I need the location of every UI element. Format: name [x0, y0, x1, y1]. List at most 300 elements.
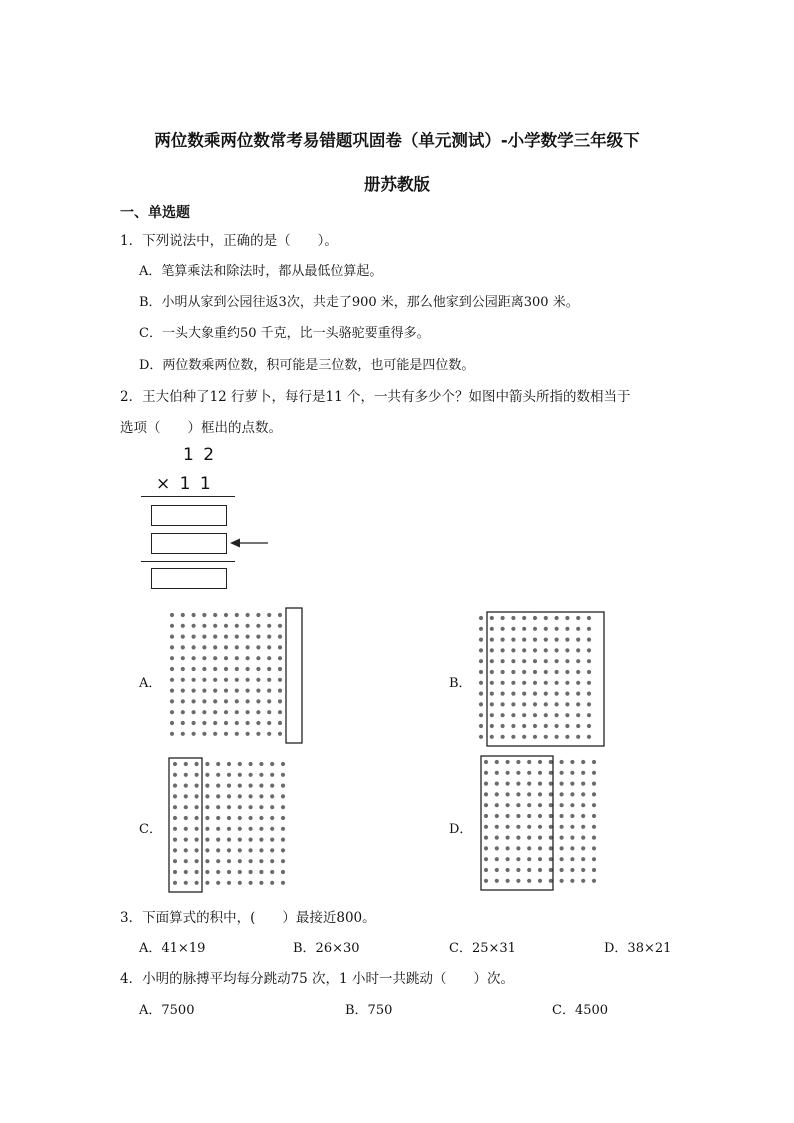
- grid-dot: [549, 760, 553, 764]
- grid-dot: [170, 667, 174, 671]
- grid-dot: [570, 782, 574, 786]
- grid-dot: [511, 648, 515, 652]
- grid-dot: [527, 836, 531, 840]
- grid-dot: [249, 784, 253, 788]
- calc-box-first-partial: [151, 505, 227, 526]
- grid-dot: [181, 721, 185, 725]
- grid-dot: [246, 710, 250, 714]
- grid-dot: [516, 803, 520, 807]
- grid-dot: [560, 846, 564, 850]
- grid-dot: [202, 678, 206, 682]
- grid-dot: [538, 825, 542, 829]
- grid-dot: [516, 868, 520, 872]
- grid-dot: [213, 635, 217, 639]
- grid-dot: [516, 814, 520, 818]
- grid-dot: [544, 692, 548, 696]
- grid-dot: [527, 792, 531, 796]
- grid-dot: [522, 659, 526, 663]
- grid-dot: [592, 760, 596, 764]
- grid-dot: [506, 846, 510, 850]
- grid-dot: [527, 760, 531, 764]
- grid-dot: [544, 713, 548, 717]
- grid-dot: [522, 627, 526, 631]
- grid-dot: [555, 648, 559, 652]
- grid-dot: [516, 857, 520, 861]
- grid-dot: [560, 868, 564, 872]
- grid-dot: [581, 868, 585, 872]
- grid-dot: [256, 613, 260, 617]
- grid-dot: [501, 616, 505, 620]
- grid-dot: [278, 721, 282, 725]
- grid-dot: [173, 859, 177, 863]
- grid-dot: [538, 803, 542, 807]
- grid-dot: [249, 848, 253, 852]
- grid-dot: [224, 656, 228, 660]
- grid-dot: [490, 638, 494, 642]
- grid-dot: [506, 792, 510, 796]
- grid-dot: [565, 659, 569, 663]
- grid-dot: [213, 732, 217, 736]
- grid-dot: [555, 670, 559, 674]
- grid-dot: [235, 721, 239, 725]
- grid-dot: [202, 732, 206, 736]
- grid-dot: [592, 825, 596, 829]
- grid-dot: [560, 836, 564, 840]
- grid-dot: [184, 816, 188, 820]
- grid-dot: [184, 848, 188, 852]
- grid-dot: [205, 859, 209, 863]
- grid-dot: [581, 846, 585, 850]
- grid-dot: [205, 881, 209, 885]
- grid-dot: [192, 645, 196, 649]
- grid-dot: [170, 689, 174, 693]
- grid-dot: [576, 702, 580, 706]
- question-2-stem-line1: 2．王大伯种了12 行萝卜，每行是11 个，一共有多少个？如图中箭头所指的数相当于: [120, 389, 631, 405]
- grid-dot: [495, 846, 499, 850]
- grid-dot: [544, 681, 548, 685]
- grid-dot: [224, 645, 228, 649]
- grid-dot: [181, 678, 185, 682]
- question-2-option-a-label[interactable]: A．: [139, 676, 162, 691]
- grid-dot: [592, 836, 596, 840]
- question-1-option-b[interactable]: B．小明从家到公园往返3次，共走了900 米，那么他家到公园距离300 米。: [139, 295, 579, 310]
- grid-dot: [192, 613, 196, 617]
- grid-dot: [501, 702, 505, 706]
- grid-dot: [522, 638, 526, 642]
- grid-dot: [565, 735, 569, 739]
- grid-dot: [570, 792, 574, 796]
- grid-dot: [267, 667, 271, 671]
- grid-dot: [238, 805, 242, 809]
- grid-dot: [170, 678, 174, 682]
- grid-dot: [192, 678, 196, 682]
- grid-dot: [235, 689, 239, 693]
- question-4-option-a[interactable]: A．7500: [139, 1003, 195, 1018]
- grid-dot: [565, 638, 569, 642]
- grid-dot: [549, 879, 553, 883]
- grid-dot: [170, 710, 174, 714]
- grid-dot: [195, 773, 199, 777]
- grid-dot: [544, 648, 548, 652]
- section-heading: 一、单选题: [120, 205, 190, 221]
- grid-dot: [587, 670, 591, 674]
- grid-dot: [235, 699, 239, 703]
- grid-dot: [511, 702, 515, 706]
- grid-dot: [278, 689, 282, 693]
- grid-dot: [205, 784, 209, 788]
- calc-box-second-partial: [151, 533, 227, 554]
- grid-dot: [484, 803, 488, 807]
- grid-dot: [555, 735, 559, 739]
- grid-dot: [270, 816, 274, 820]
- grid-dot: [259, 805, 263, 809]
- grid-dot: [216, 762, 220, 766]
- page-title-line2: 册苏教版: [364, 175, 430, 194]
- grid-dot: [506, 868, 510, 872]
- grid-dot: [549, 825, 553, 829]
- grid-dot: [238, 784, 242, 788]
- dot-grid-option-c[interactable]: [167, 756, 297, 896]
- grid-dot: [484, 868, 488, 872]
- grid-dot: [224, 699, 228, 703]
- grid-dot: [216, 794, 220, 798]
- grid-dot: [246, 635, 250, 639]
- grid-dot: [538, 814, 542, 818]
- grid-dot: [227, 784, 231, 788]
- grid-dot: [587, 735, 591, 739]
- grid-dot: [576, 648, 580, 652]
- question-2-option-d-label[interactable]: D．: [449, 822, 473, 837]
- grid-dot: [270, 881, 274, 885]
- grid-dot: [506, 857, 510, 861]
- grid-dot: [235, 645, 239, 649]
- grid-dot: [479, 735, 483, 739]
- grid-dot: [224, 667, 228, 671]
- grid-dot: [281, 870, 285, 874]
- selection-frame: [286, 608, 302, 743]
- grid-dot: [235, 667, 239, 671]
- grid-dot: [576, 670, 580, 674]
- grid-dot: [549, 782, 553, 786]
- grid-dot: [516, 782, 520, 786]
- grid-dot: [259, 848, 263, 852]
- grid-dot: [195, 859, 199, 863]
- grid-dot: [522, 713, 526, 717]
- grid-dot: [479, 681, 483, 685]
- grid-dot: [592, 803, 596, 807]
- grid-dot: [506, 760, 510, 764]
- grid-dot: [533, 670, 537, 674]
- grid-dot: [570, 857, 574, 861]
- grid-dot: [576, 616, 580, 620]
- grid-dot: [581, 792, 585, 796]
- grid-dot: [213, 667, 217, 671]
- grid-dot: [281, 784, 285, 788]
- grid-dot: [560, 760, 564, 764]
- arrow-left-icon: [230, 537, 270, 549]
- grid-dot: [490, 627, 494, 631]
- grid-dot: [549, 868, 553, 872]
- grid-dot: [576, 659, 580, 663]
- question-4-option-b[interactable]: B．750: [345, 1003, 393, 1018]
- grid-dot: [181, 732, 185, 736]
- grid-dot: [484, 857, 488, 861]
- grid-dot: [238, 773, 242, 777]
- grid-dot: [592, 868, 596, 872]
- grid-dot: [522, 670, 526, 674]
- grid-dot: [224, 635, 228, 639]
- grid-dot: [224, 732, 228, 736]
- grid-dot: [490, 702, 494, 706]
- grid-dot: [484, 846, 488, 850]
- grid-dot: [592, 792, 596, 796]
- grid-dot: [281, 859, 285, 863]
- grid-dot: [216, 816, 220, 820]
- grid-dot: [533, 692, 537, 696]
- grid-dot: [506, 814, 510, 818]
- grid-dot: [587, 692, 591, 696]
- grid-dot: [516, 771, 520, 775]
- grid-dot: [581, 879, 585, 883]
- grid-dot: [527, 868, 531, 872]
- grid-dot: [256, 624, 260, 628]
- question-4-stem: 4．小明的脉搏平均每分跳动75 次，1 小时一共跳动（ ）次。: [120, 971, 514, 987]
- grid-dot: [216, 859, 220, 863]
- grid-dot: [560, 857, 564, 861]
- grid-dot: [522, 616, 526, 620]
- grid-dot: [202, 656, 206, 660]
- grid-dot: [555, 659, 559, 663]
- grid-dot: [560, 782, 564, 786]
- grid-dot: [181, 710, 185, 714]
- grid-dot: [549, 836, 553, 840]
- grid-dot: [560, 803, 564, 807]
- grid-dot: [511, 713, 515, 717]
- grid-dot: [511, 692, 515, 696]
- grid-dot: [216, 881, 220, 885]
- grid-dot: [565, 648, 569, 652]
- grid-dot: [479, 659, 483, 663]
- grid-dot: [484, 879, 488, 883]
- calc-line-bottom: [141, 561, 235, 562]
- grid-dot: [224, 678, 228, 682]
- grid-dot: [570, 846, 574, 850]
- grid-dot: [249, 805, 253, 809]
- grid-dot: [278, 710, 282, 714]
- grid-dot: [281, 848, 285, 852]
- question-3-option-a[interactable]: A．41×19: [139, 941, 206, 956]
- grid-dot: [479, 616, 483, 620]
- grid-dot: [173, 784, 177, 788]
- grid-dot: [570, 814, 574, 818]
- grid-dot: [581, 857, 585, 861]
- grid-dot: [565, 616, 569, 620]
- grid-dot: [490, 670, 494, 674]
- grid-dot: [490, 616, 494, 620]
- grid-dot: [170, 613, 174, 617]
- grid-dot: [522, 735, 526, 739]
- question-3-option-d[interactable]: D．38×21: [604, 941, 672, 956]
- question-2-option-b-label[interactable]: B．: [449, 676, 472, 691]
- grid-dot: [227, 870, 231, 874]
- grid-dot: [224, 689, 228, 693]
- grid-dot: [501, 659, 505, 663]
- grid-dot: [281, 762, 285, 766]
- grid-dot: [205, 870, 209, 874]
- grid-dot: [270, 859, 274, 863]
- grid-dot: [490, 735, 494, 739]
- grid-dot: [173, 816, 177, 820]
- grid-dot: [170, 624, 174, 628]
- grid-dot: [587, 638, 591, 642]
- grid-dot: [259, 762, 263, 766]
- grid-dot: [267, 678, 271, 682]
- grid-dot: [587, 681, 591, 685]
- grid-dot: [224, 613, 228, 617]
- grid-dot: [184, 794, 188, 798]
- grid-dot: [238, 762, 242, 766]
- grid-dot: [549, 857, 553, 861]
- grid-dot: [490, 648, 494, 652]
- grid-dot: [267, 635, 271, 639]
- grid-dot: [246, 689, 250, 693]
- dot-grid-option-d[interactable]: [478, 754, 608, 894]
- grid-dot: [246, 645, 250, 649]
- grid-dot: [527, 879, 531, 883]
- grid-dot: [490, 713, 494, 717]
- grid-dot: [501, 724, 505, 728]
- grid-dot: [570, 836, 574, 840]
- grid-dot: [238, 827, 242, 831]
- grid-dot: [278, 635, 282, 639]
- grid-dot: [170, 645, 174, 649]
- grid-dot: [533, 627, 537, 631]
- grid-dot: [227, 848, 231, 852]
- grid-dot: [527, 782, 531, 786]
- grid-dot: [173, 870, 177, 874]
- question-2-option-c-label[interactable]: C．: [139, 822, 162, 837]
- question-3-option-b[interactable]: B．26×30: [293, 941, 360, 956]
- grid-dot: [249, 881, 253, 885]
- grid-dot: [267, 624, 271, 628]
- grid-dot: [581, 836, 585, 840]
- grid-dot: [560, 814, 564, 818]
- grid-dot: [484, 792, 488, 796]
- grid-dot: [173, 805, 177, 809]
- grid-dot: [202, 689, 206, 693]
- grid-dot: [270, 838, 274, 842]
- grid-dot: [538, 879, 542, 883]
- grid-dot: [249, 827, 253, 831]
- grid-dot: [213, 689, 217, 693]
- grid-dot: [235, 613, 239, 617]
- grid-dot: [256, 667, 260, 671]
- grid-dot: [570, 825, 574, 829]
- grid-dot: [227, 827, 231, 831]
- grid-dot: [576, 681, 580, 685]
- grid-dot: [538, 792, 542, 796]
- grid-dot: [213, 656, 217, 660]
- grid-dot: [581, 814, 585, 818]
- grid-dot: [246, 656, 250, 660]
- grid-dot: [202, 710, 206, 714]
- grid-dot: [202, 624, 206, 628]
- grid-dot: [533, 681, 537, 685]
- grid-dot: [592, 846, 596, 850]
- dot-grid-option-b[interactable]: [475, 610, 607, 750]
- grid-dot: [205, 827, 209, 831]
- grid-dot: [267, 613, 271, 617]
- grid-dot: [213, 699, 217, 703]
- grid-dot: [256, 710, 260, 714]
- grid-dot: [533, 616, 537, 620]
- grid-dot: [195, 784, 199, 788]
- grid-dot: [501, 692, 505, 696]
- grid-dot: [565, 713, 569, 717]
- grid-dot: [549, 803, 553, 807]
- grid-dot: [270, 805, 274, 809]
- grid-dot: [527, 771, 531, 775]
- grid-dot: [216, 848, 220, 852]
- grid-dot: [184, 805, 188, 809]
- grid-dot: [565, 724, 569, 728]
- grid-dot: [238, 848, 242, 852]
- grid-dot: [511, 616, 515, 620]
- grid-dot: [538, 771, 542, 775]
- grid-dot: [195, 762, 199, 766]
- grid-dot: [527, 803, 531, 807]
- grid-dot: [484, 814, 488, 818]
- question-3-option-c[interactable]: C．25×31: [449, 941, 516, 956]
- grid-dot: [184, 773, 188, 777]
- page-title-line1: 两位数乘两位数常考易错题巩固卷（单元测试）-小学数学三年级下: [154, 131, 640, 150]
- grid-dot: [278, 732, 282, 736]
- dot-grid-option-a[interactable]: [165, 606, 305, 746]
- grid-dot: [544, 616, 548, 620]
- grid-dot: [479, 670, 483, 674]
- grid-dot: [516, 879, 520, 883]
- grid-dot: [281, 838, 285, 842]
- grid-dot: [238, 816, 242, 820]
- question-4-option-c[interactable]: C．4500: [552, 1003, 609, 1018]
- grid-dot: [205, 848, 209, 852]
- grid-dot: [249, 762, 253, 766]
- grid-dot: [235, 656, 239, 660]
- grid-dot: [173, 827, 177, 831]
- question-1-option-c[interactable]: C．一头大象重约50 千克，比一头骆驼要重得多。: [139, 326, 430, 341]
- grid-dot: [495, 814, 499, 818]
- grid-dot: [581, 782, 585, 786]
- grid-dot: [205, 762, 209, 766]
- grid-dot: [516, 792, 520, 796]
- grid-dot: [570, 879, 574, 883]
- grid-dot: [592, 814, 596, 818]
- grid-dot: [281, 827, 285, 831]
- question-1-option-a[interactable]: A．笔算乘法和除法时，都从最低位算起。: [139, 264, 383, 279]
- grid-dot: [270, 794, 274, 798]
- grid-dot: [249, 816, 253, 820]
- grid-dot: [544, 627, 548, 631]
- grid-dot: [278, 699, 282, 703]
- grid-dot: [192, 635, 196, 639]
- grid-dot: [495, 825, 499, 829]
- grid-dot: [495, 879, 499, 883]
- question-1-option-d[interactable]: D．两位数乘两位数，积可能是三位数，也可能是四位数。: [139, 358, 475, 373]
- calc-box-product: [151, 568, 227, 589]
- grid-dot: [495, 771, 499, 775]
- grid-dot: [224, 624, 228, 628]
- grid-dot: [227, 762, 231, 766]
